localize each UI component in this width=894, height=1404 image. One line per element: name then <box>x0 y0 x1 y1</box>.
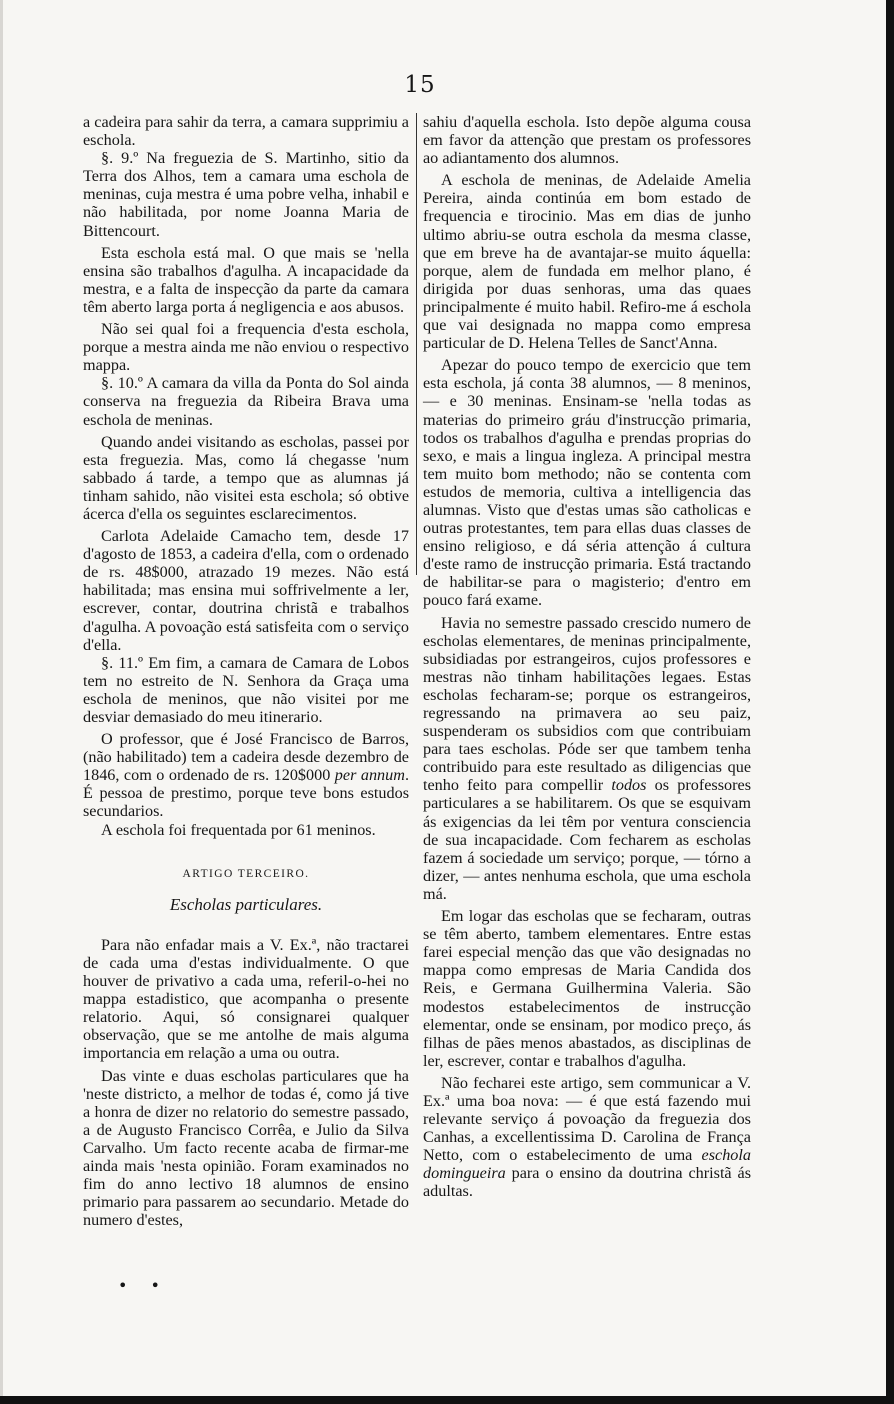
paragraph <box>423 1074 751 1201</box>
paragraph: Para não enfadar mais a V. Ex.ª, não tractarei de cada uma d'estas individualmente. O que houver de privativo a cada uma, referil-o-hei no mappa estadistico, que acompanha o presente relatorio. Aqui, só consignarei qualquer observação, que se me antolhe de mais alguma importancia em relação a uma ou outra. <box>83 935 409 1063</box>
italic-text: todos <box>611 776 647 795</box>
paragraph: a cadeira para sahir da terra, a camara supprimiu a eschola. <box>83 113 409 150</box>
section-heading: Escholas particulares. <box>169 894 323 914</box>
text-run: O professor, que é José Francisco de Barros, (não habilitado) tem a cadeira desde dezembro de 1846, com o ordenado de rs. 120$000 <box>83 730 409 785</box>
paragraph: Esta eschola está mal. O que mais se 'nella ensina são trabalhos d'agulha. A incapacidade da mestra, e a falta de inspecção da parte da camara têm aberto larga porta á negligencia e aos abusos. <box>83 243 409 316</box>
paragraph: Carlota Adelaide Camacho tem, desde 17 d'agosto de 1853, a cadeira d'ella, com o ordenado de rs. 48$000, atrazado 19 mezes. Não está habilitada; mas ensina mui soffrivelmente a ler, escrever, contar, doutrina christã e trabalhos d'agulha. A povoação está satisfeita com o serviço d'ella. <box>83 527 409 654</box>
paragraph: Não sei qual foi a frequencia d'esta eschola, porque a mestra ainda me não enviou o respectivo mappa. <box>83 320 409 375</box>
left-column <box>83 113 409 1229</box>
paragraph: §. 10.º A camara da villa da Ponta do Sol ainda conserva na freguezia da Ribeira Brava uma eschola de meninas. <box>83 374 409 429</box>
footer-marks: • • <box>118 1276 169 1295</box>
right-column <box>423 113 751 1201</box>
column-divider <box>416 113 417 575</box>
italic-text: eschola domingueira <box>423 1146 751 1183</box>
paragraph: Das vinte e duas escholas particulares que ha 'neste districto, a melhor de todas é, como já tive a honra de dizer no relatorio do semestre passado, a de Augusto Francisco Corrêa, e Julio da Silva Carvalho. Um facto recente acaba de firmar-me ainda mais 'nesta opinião. Foram examinados no fim do anno lectivo 18 alumnos de ensino primario para passarem ao secundario. Metade do numero d'estes, <box>83 1066 409 1230</box>
page-number: 15 <box>404 72 436 98</box>
italic-text: per annum <box>334 766 405 785</box>
article-heading: ARTIGO TERCEIRO. <box>182 867 310 880</box>
paragraph: Quando andei visitando as escholas, passei por esta freguezia. Mas, como lá chegasse 'num sabbado á tarde, a tempo que as alumnas já tinham sahido, não visitei esta eschola; só obtive ácerca d'ella os seguintes esclarecimentos. <box>83 432 409 523</box>
text-run: para o ensino da doutrina christã ás adultas. <box>423 1164 751 1201</box>
paragraph: §. 9.º Na freguezia de S. Martinho, sitio da Terra dos Alhos, tem a camara uma eschola de meninas, cuja mestra é uma pobre velha, inhabil e não habilitada, por nome Joanna Maria de Bittencourt. <box>83 149 409 240</box>
text-run: . É pessoa de prestimo, porque teve bons estudos secundarios. <box>83 766 409 821</box>
text-run: Havia no semestre passado crescido numero de escholas elementares, de meninas principalmente, subsidiadas por estrangeiros, cujos professores e mestras não tinham habilitações legaes. Estas escholas fecharam-se; porque os estrangeiros, regressando na primavera ao seu paiz, suspenderam os subsidios com que contribuiam para taes escholas. Póde ser que tambem tenha contribuido para este resultado as diligencias que tenho feito para compellir <box>423 613 751 795</box>
paragraph: A eschola foi frequentada por 61 meninos. <box>101 820 376 839</box>
paragraph: A eschola de meninas, de Adelaide Amelia Pereira, ainda continúa em bom estado de frequencia e tirocinio. Mas em dias de junho ultimo abriu-se outra eschola da mesma classe, que em breve ha de avantajar-se muito áquella: porque, alem de fundada em melhor plano, é dirigida por duas senhoras, uma das quaes principalmente é muito habil. Refiro-me á eschola que vai designada no mappa como empresa particular de D. Helena Telles de Sanct'Anna. <box>423 171 751 353</box>
paragraph: Apezar do pouco tempo de exercicio que tem esta eschola, já conta 38 alumnos, — 8 meninos, — e 30 meninas. Ensinam-se 'nella todas as materias do primeiro gráu d'instrucção primaria, todos os trabalhos d'agulha e prendas proprias do sexo, e mais a lingua ingleza. A principal mestra tem muito bom methodo; não se contenta com estudos de memoria, cultiva a intelligencia das alumnas. Visto que d'estas umas são catholicas e outras protestantes, tem para ellas duas classes de ensino religioso, e dá séria attenção á cultura d'este ramo de instrucção primaria. Está tractando de habilitar-se para o magisterio; d'entro em pouco fará exame. <box>423 356 751 610</box>
paragraph <box>83 730 409 820</box>
scan-edge <box>0 0 3 1404</box>
paragraph <box>423 614 751 904</box>
paragraph: sahiu d'aquella eschola. Isto depõe alguma cousa em favor da attenção que prestam os professores ao adiantamento dos alumnos. <box>423 113 751 168</box>
text-run: os professores particulares a se habilitarem. Os que se esquivam ás exigencias da lei têm por ventura consciencia de sua incapacidade. Com fecharem as escholas fazem á sociedade um serviço; porque, — tórno a dizer, — antes nenhuma eschola, que uma eschola má. <box>423 776 751 903</box>
text-run: Não fecharei este artigo, sem communicar a V. Ex.ª uma boa nova: — é que está fazendo mui relevante serviço á povoação da freguezia dos Canhas, a excellentissima D. Carolina de França Netto, com o estabelecimento de uma <box>423 1073 751 1165</box>
paragraph: Em logar das escholas que se fecharam, outras se têm aberto, tambem elementares. Entre estas farei especial menção das que vão designadas no mappa como empresas de Maria Candida dos Reis, e Germana Guilhermina Valeria. São modestos estabelecimentos de instrucção elementar, onde se ensinam, por modico preço, ás filhas de pães menos abastados, as disciplinas de ler, escrever, contar e trabalhos d'agulha. <box>423 907 751 1070</box>
paragraph: §. 11.º Em fim, a camara de Camara de Lobos tem no estreito de N. Senhora da Graça uma eschola de meninos, que não visitei por me desviar demasiado do meu itinerario. <box>83 653 409 726</box>
